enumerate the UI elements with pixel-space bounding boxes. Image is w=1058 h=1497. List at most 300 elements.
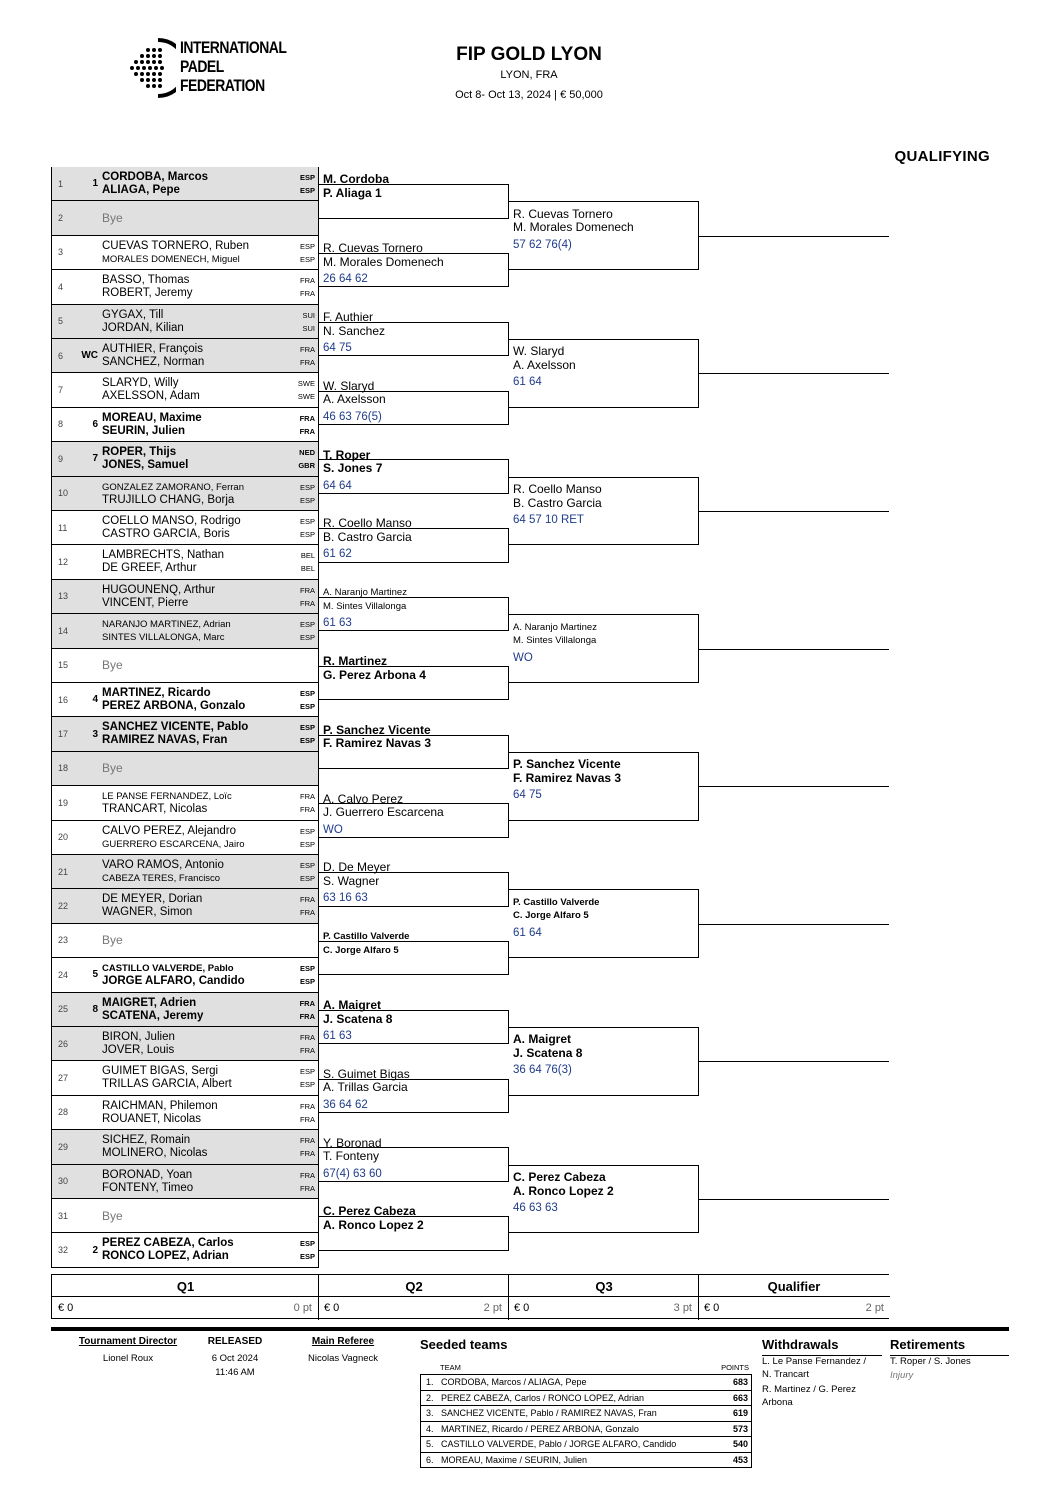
draw-row — [51, 924, 319, 958]
seed-label: 5 — [92, 969, 98, 981]
winner-name: A. Ronco Lopez 2 — [513, 1183, 614, 1198]
seed-points: 453 — [732, 1454, 748, 1465]
player-name: CASTRO GARCIA, Boris — [102, 528, 230, 540]
section-title: QUALIFYING — [894, 148, 990, 165]
draw-position: 17 — [58, 729, 69, 740]
withdrawals-title: Withdrawals — [762, 1337, 839, 1352]
player-nation: FRA — [300, 1114, 315, 1124]
match-score: 36 64 76(3) — [513, 1064, 572, 1077]
tournament-title: FIP GOLD LYON — [456, 44, 602, 65]
player-name: ROUANET, Nicolas — [102, 1112, 202, 1125]
player-nation: ESP — [299, 1239, 315, 1249]
player-nation: ESP — [299, 874, 315, 883]
match-score: 57 62 76(4) — [513, 238, 572, 251]
bye-label: Bye — [102, 933, 123, 948]
round-prize: € 0 — [704, 1302, 720, 1314]
winner-name: R. Cuevas Tornero — [323, 241, 423, 256]
player-name: JORGE ALFARO, Candido — [102, 975, 245, 988]
seed-team: CASTILLO VALVERDE, Pablo / JORGE ALFARO, Candido — [441, 1439, 677, 1449]
winner-name: P. Sanchez Vicente — [323, 722, 431, 737]
player-nation: GBR — [298, 461, 315, 471]
winner-name: C. Jorge Alfaro 5 — [323, 944, 399, 956]
player-name: WAGNER, Simon — [102, 906, 193, 919]
seeded-row — [420, 1422, 752, 1438]
draw-row — [51, 270, 319, 304]
draw-position: 22 — [58, 901, 69, 912]
qualifier-line — [699, 786, 889, 787]
player-name: MORALES DOMENECH, Miguel — [102, 253, 240, 265]
round-points: 3 pt — [673, 1302, 692, 1314]
round-prize: € 0 — [58, 1302, 74, 1314]
player-name: JORDAN, Kilian — [102, 321, 184, 334]
player-nation: FRA — [299, 426, 315, 436]
referee-name: Nicolas Vagneck — [307, 1353, 379, 1364]
draw-row — [51, 683, 319, 717]
seed-label: WC — [81, 350, 98, 362]
divider — [508, 1275, 509, 1320]
retirement-reason: Injury — [890, 1370, 914, 1381]
retirements-title: Retirements — [890, 1337, 966, 1352]
player-name: AXELSSON, Adam — [102, 390, 200, 403]
round-points: 2 pt — [483, 1302, 502, 1314]
player-name: VARO RAMOS, Antonio — [102, 859, 224, 871]
draw-row — [51, 1130, 319, 1164]
draw-position: 32 — [58, 1245, 69, 1256]
player-name: JONES, Samuel — [102, 459, 189, 472]
player-name: BIRON, Julien — [102, 1031, 175, 1043]
winner-name: C. Jorge Alfaro 5 — [513, 910, 589, 922]
draw-position: 24 — [58, 969, 69, 980]
winner-name: G. Perez Arbona 4 — [323, 667, 426, 682]
player-name: GONZALEZ ZAMORANO, Ferran — [102, 481, 244, 493]
match-score: 67(4) 63 60 — [323, 1167, 382, 1180]
winner-name: W. Slaryd — [323, 378, 375, 393]
round-prize: € 0 — [514, 1302, 530, 1314]
winner-name: M. Sintes Villalonga — [513, 635, 597, 647]
seed-team: MOREAU, Maxime / SEURIN, Julien — [441, 1454, 588, 1465]
round-points: 0 pt — [293, 1302, 312, 1314]
draw-position: 29 — [58, 1141, 69, 1152]
winner-name: P. Sanchez Vicente — [513, 757, 621, 772]
player-name: RAMIREZ NAVAS, Fran — [102, 734, 228, 747]
team-column-header: TEAM — [440, 1363, 461, 1372]
player-name: SCATENA, Jeremy — [102, 1009, 204, 1022]
qualifier-line — [699, 373, 889, 374]
seeded-row — [420, 1453, 752, 1469]
player-nation: BEL — [300, 564, 315, 574]
player-nation: SWE — [297, 379, 315, 389]
seed-label: 2 — [92, 1244, 98, 1256]
match-score: 46 63 76(5) — [323, 410, 382, 423]
draw-row — [51, 442, 319, 476]
player-name: CALVO PEREZ, Alejandro — [102, 824, 237, 837]
player-nation: ESP — [299, 495, 315, 505]
winner-name: M. Cordoba — [323, 172, 389, 187]
draw-position: 19 — [58, 797, 69, 808]
draw-position: 3 — [58, 247, 64, 258]
player-nation: FRA — [300, 358, 315, 367]
player-nation: FRA — [300, 908, 315, 918]
draw-row — [51, 993, 319, 1027]
player-name: LE PANSE FERNANDEZ, Loïc — [102, 791, 232, 803]
player-name: LAMBRECHTS, Nathan — [102, 549, 225, 562]
match-score: 64 64 — [323, 479, 352, 492]
player-nation: ESP — [299, 977, 315, 987]
match-score: 61 63 — [323, 1030, 352, 1042]
qualifier-line — [699, 924, 889, 925]
draw-position: 8 — [58, 419, 64, 430]
player-name: GUERRERO ESCARCENA, Jairo — [102, 838, 245, 850]
player-name: MAIGRET, Adrien — [102, 996, 197, 1009]
seed-team: PEREZ CABEZA, Carlos / RONCO LOPEZ, Adrian — [441, 1392, 645, 1403]
draw-row — [51, 649, 319, 683]
draw-row — [51, 1233, 319, 1267]
draw-row — [51, 339, 319, 373]
player-name: SEURIN, Julien — [102, 424, 186, 437]
seeded-row — [420, 1406, 752, 1422]
draw-position: 23 — [58, 935, 69, 946]
player-nation: SUI — [302, 310, 315, 320]
winner-name: P. Aliaga 1 — [323, 185, 382, 200]
seed-team: CORDOBA, Marcos / ALIAGA, Pepe — [441, 1377, 587, 1387]
draw-position: 5 — [58, 316, 64, 327]
seed-number: 5. — [426, 1439, 434, 1449]
referee-label: Main Referee — [311, 1336, 375, 1347]
draw-position: 9 — [58, 453, 64, 464]
footer-divider — [51, 1327, 1009, 1331]
winner-name: Y. Boronad — [323, 1135, 382, 1150]
draw-position: 28 — [58, 1107, 69, 1118]
player-nation: ESP — [299, 702, 315, 711]
player-name: BASSO, Thomas — [102, 274, 190, 287]
player-nation: ESP — [299, 689, 315, 698]
tournament-dates-prize: Oct 8- Oct 13, 2024 | € 50,000 — [455, 89, 603, 101]
seed-points: 663 — [732, 1392, 748, 1403]
draw-position: 27 — [58, 1073, 69, 1084]
match-score: 64 75 — [323, 342, 352, 354]
player-name: GUIMET BIGAS, Sergi — [102, 1065, 219, 1078]
match-score: 46 63 63 — [513, 1202, 558, 1214]
player-name: SINTES VILLALONGA, Marc — [102, 632, 225, 644]
winner-name: A. Axelsson — [323, 392, 386, 407]
winner-name: A. Naranjo Martinez — [513, 621, 597, 633]
winner-name: B. Castro Garcia — [323, 529, 412, 544]
seed-number: 2. — [426, 1392, 434, 1403]
divider — [52, 1296, 890, 1297]
winner-name: A. Maigret — [513, 1032, 572, 1047]
draw-row — [51, 167, 319, 201]
draw-position: 15 — [58, 660, 69, 671]
player-nation: FRA — [300, 1101, 315, 1111]
logo-line-1: INTERNATIONAL — [180, 38, 287, 57]
player-name: SICHEZ, Romain — [102, 1134, 191, 1147]
player-name: TRUJILLO CHANG, Borja — [102, 493, 235, 506]
draw-row — [51, 717, 319, 751]
draw-position: 21 — [58, 866, 69, 877]
winner-name: J. Scatena 8 — [513, 1045, 583, 1060]
draw-row — [51, 408, 319, 442]
player-name: VINCENT, Pierre — [102, 596, 189, 609]
draw-row — [51, 958, 319, 992]
player-nation: FRA — [300, 1136, 315, 1146]
divider — [318, 1275, 319, 1320]
released-label: RELEASED — [207, 1336, 263, 1347]
seed-number: 3. — [426, 1408, 434, 1418]
draw-row — [51, 821, 319, 855]
match-score: 61 62 — [323, 548, 352, 561]
winner-name: S. Jones 7 — [323, 461, 383, 476]
player-nation: FRA — [300, 345, 315, 354]
winner-name: P. Castillo Valverde — [513, 896, 600, 908]
player-name: AUTHIER, François — [102, 343, 203, 355]
points-column-header: POINTS — [721, 1363, 749, 1372]
draw-row — [51, 855, 319, 889]
seeded-table — [420, 1357, 752, 1468]
player-name: TRILLAS GARCIA, Albert — [102, 1078, 232, 1091]
draw-position: 16 — [58, 694, 69, 705]
draw-row — [51, 752, 319, 786]
player-nation: ESP — [299, 173, 315, 182]
player-nation: ESP — [299, 517, 315, 526]
round-label: Q3 — [595, 1279, 613, 1294]
draw-row — [51, 580, 319, 614]
winner-name: T. Fonteny — [323, 1149, 380, 1164]
winner-name: S. Wagner — [323, 873, 380, 888]
winner-name: A. Ronco Lopez 2 — [323, 1217, 424, 1232]
winner-name: R. Coello Manso — [323, 516, 412, 531]
seeded-row — [420, 1375, 752, 1391]
seed-label: 4 — [92, 694, 98, 706]
draw-row — [51, 1199, 319, 1233]
player-name: SANCHEZ VICENTE, Pablo — [102, 721, 249, 734]
winner-name: R. Martinez — [323, 654, 388, 668]
qualifier-line — [699, 1061, 889, 1062]
draw-row — [51, 1165, 319, 1199]
divider — [698, 1275, 699, 1320]
player-name: GYGAX, Till — [102, 308, 164, 321]
player-name: MARTINEZ, Ricardo — [102, 687, 211, 699]
player-name: MOREAU, Maxime — [102, 411, 202, 424]
match-score: 61 63 — [323, 617, 352, 630]
round-points-table — [51, 1274, 889, 1319]
seed-number: 1. — [426, 1377, 434, 1387]
player-nation: FRA — [300, 1149, 315, 1159]
player-name: COELLO MANSO, Rodrigo — [102, 515, 241, 527]
player-name: CUEVAS TORNERO, Ruben — [102, 239, 249, 252]
winner-name: T. Roper — [323, 447, 371, 462]
draw-position: 25 — [58, 1004, 69, 1015]
player-nation: FRA — [300, 1046, 315, 1055]
qualifier-line — [699, 649, 889, 650]
winner-name: C. Perez Cabeza — [513, 1170, 606, 1184]
player-name: ALIAGA, Pepe — [102, 184, 180, 196]
draw-position: 30 — [58, 1176, 69, 1187]
winner-name: F. Ramirez Navas 3 — [513, 770, 622, 785]
withdrawal-line: L. Le Panse Fernandez / — [762, 1356, 867, 1367]
winner-name: A. Maigret — [323, 998, 382, 1012]
player-name: PEREZ CABEZA, Carlos — [102, 1237, 234, 1250]
player-name: RAICHMAN, Philemon — [102, 1099, 218, 1112]
player-nation: FRA — [300, 805, 315, 815]
winner-name: D. De Meyer — [323, 860, 391, 875]
player-nation: ESP — [299, 964, 315, 974]
winner-name: M. Morales Domenech — [323, 254, 444, 269]
player-nation: ESP — [299, 839, 315, 849]
winner-name: S. Guimet Bigas — [323, 1066, 410, 1081]
draw-row — [51, 477, 319, 511]
player-nation: ESP — [299, 633, 315, 643]
qualifier-line — [699, 1199, 889, 1200]
player-name: ROPER, Thijs — [102, 446, 177, 459]
player-nation: ESP — [299, 861, 315, 870]
player-nation: SUI — [302, 323, 315, 333]
player-nation: FRA — [300, 895, 315, 905]
released-time: 11:46 AM — [215, 1367, 255, 1378]
qualifier-line — [699, 511, 889, 512]
player-nation: ESP — [299, 1067, 315, 1077]
winner-name: A. Axelsson — [513, 357, 576, 372]
director-label: Tournament Director — [78, 1336, 178, 1347]
seeded-row — [420, 1391, 752, 1407]
seed-label: 8 — [92, 1003, 98, 1015]
match-score: 64 75 — [513, 789, 542, 802]
seed-team: MARTINEZ, Ricardo / PEREZ ARBONA, Gonzalo — [441, 1423, 639, 1434]
withdrawal-line: N. Trancart — [762, 1369, 809, 1380]
draw-position: 7 — [58, 385, 64, 396]
seed-points: 573 — [732, 1423, 748, 1434]
draw-position: 18 — [58, 763, 69, 774]
draw-row — [51, 1027, 319, 1061]
player-name: SLARYD, Willy — [102, 377, 179, 390]
player-name: BORONAD, Yoan — [102, 1168, 193, 1181]
draw-position: 20 — [58, 832, 69, 843]
logo-line-2: PADEL — [180, 57, 224, 76]
match-score: 36 64 62 — [323, 1098, 368, 1111]
match-score: 61 64 — [513, 926, 542, 939]
seed-team: SANCHEZ VICENTE, Pablo / RAMIREZ NAVAS, Fran — [441, 1408, 657, 1418]
player-nation: FRA — [300, 289, 315, 299]
draw-position: 4 — [58, 281, 64, 292]
winner-name: J. Guerrero Escarcena — [323, 805, 444, 820]
draw-position: 10 — [58, 488, 69, 499]
winner-name: F. Authier — [323, 310, 374, 324]
match-score: 26 64 62 — [323, 273, 368, 286]
bye-label: Bye — [102, 1208, 123, 1223]
tournament-location: LYON, FRA — [500, 69, 558, 81]
draw-position: 1 — [58, 178, 64, 189]
seeded-title: Seeded teams — [420, 1337, 508, 1352]
player-nation: SWE — [297, 392, 315, 402]
winner-name: R. Coello Manso — [513, 482, 602, 496]
seed-points: 619 — [732, 1408, 748, 1418]
director-name: Lionel Roux — [102, 1353, 154, 1364]
player-nation: ESP — [299, 826, 315, 836]
seed-points: 540 — [732, 1439, 748, 1449]
player-nation: BEL — [300, 551, 315, 561]
player-nation: FRA — [300, 792, 315, 802]
draw-row — [51, 511, 319, 545]
player-name: CORDOBA, Marcos — [102, 171, 209, 183]
draw-row — [51, 1061, 319, 1095]
player-nation: ESP — [299, 736, 315, 746]
player-nation: FRA — [299, 1011, 315, 1021]
player-name: TRANCART, Nicolas — [102, 803, 208, 816]
winner-name: R. Cuevas Tornero — [513, 206, 613, 221]
winner-name: J. Scatena 8 — [323, 1011, 393, 1026]
player-nation: ESP — [299, 530, 315, 539]
player-nation: FRA — [300, 598, 315, 608]
draw-row — [51, 305, 319, 339]
seed-label: 3 — [92, 728, 98, 740]
bye-label: Bye — [102, 761, 123, 776]
qualifier-line — [699, 236, 889, 237]
seeded-row — [420, 1437, 752, 1453]
player-name: MOLINERO, Nicolas — [102, 1147, 208, 1160]
draw-row — [51, 373, 319, 407]
draw-position: 31 — [58, 1210, 69, 1221]
player-name: RONCO LOPEZ, Adrian — [102, 1250, 229, 1263]
winner-name: B. Castro Garcia — [513, 495, 602, 510]
player-name: CABEZA TERES, Francisco — [102, 873, 221, 884]
draw-position: 14 — [58, 625, 69, 636]
draw-position: 2 — [58, 213, 64, 224]
round-label: Qualifier — [767, 1279, 821, 1294]
player-nation: ESP — [299, 482, 315, 492]
seed-label: 6 — [92, 418, 98, 430]
player-name: DE GREEF, Arthur — [102, 562, 197, 575]
draw-position: 6 — [58, 350, 64, 361]
draw-row — [51, 786, 319, 820]
winner-name: A. Calvo Perez — [323, 791, 404, 806]
withdrawal-line: R. Martinez / G. Perez — [762, 1384, 856, 1395]
seeded-table-header — [420, 1357, 752, 1375]
winner-name: M. Sintes Villalonga — [323, 600, 407, 612]
seed-label: 7 — [92, 453, 98, 465]
player-nation: ESP — [299, 241, 315, 251]
player-name: PEREZ ARBONA, Gonzalo — [102, 700, 246, 712]
player-nation: ESP — [299, 1080, 315, 1090]
player-nation: ESP — [299, 186, 315, 195]
round-prize: € 0 — [324, 1302, 340, 1314]
player-name: HUGOUNENQ, Arthur — [102, 583, 216, 596]
match-score: WO — [513, 651, 533, 664]
player-name: SANCHEZ, Norman — [102, 356, 205, 368]
player-name: NARANJO MARTINEZ, Adrian — [102, 619, 231, 631]
draw-row — [51, 201, 319, 235]
logo-line-3: FEDERATION — [180, 76, 265, 95]
player-name: FONTENY, Timeo — [102, 1181, 194, 1194]
player-nation: FRA — [299, 413, 315, 423]
bye-label: Bye — [102, 658, 123, 673]
player-nation: ESP — [299, 1252, 315, 1262]
bye-label: Bye — [102, 211, 123, 226]
draw-position: 26 — [58, 1038, 69, 1049]
seed-points: 683 — [732, 1377, 748, 1387]
round-points: 2 pt — [865, 1302, 884, 1314]
player-nation: ESP — [299, 620, 315, 630]
player-nation: FRA — [299, 998, 315, 1008]
draw-row — [51, 614, 319, 648]
player-nation: NED — [299, 448, 315, 458]
player-name: DE MEYER, Dorian — [102, 893, 203, 906]
draw-row — [51, 889, 319, 923]
player-nation: FRA — [300, 1183, 315, 1193]
player-name: JOVER, Louis — [102, 1044, 175, 1056]
player-nation: FRA — [300, 1033, 315, 1042]
winner-name: M. Morales Domenech — [513, 220, 634, 235]
winner-name: F. Ramirez Navas 3 — [323, 736, 432, 751]
winner-name: A. Naranjo Martinez — [323, 587, 407, 599]
